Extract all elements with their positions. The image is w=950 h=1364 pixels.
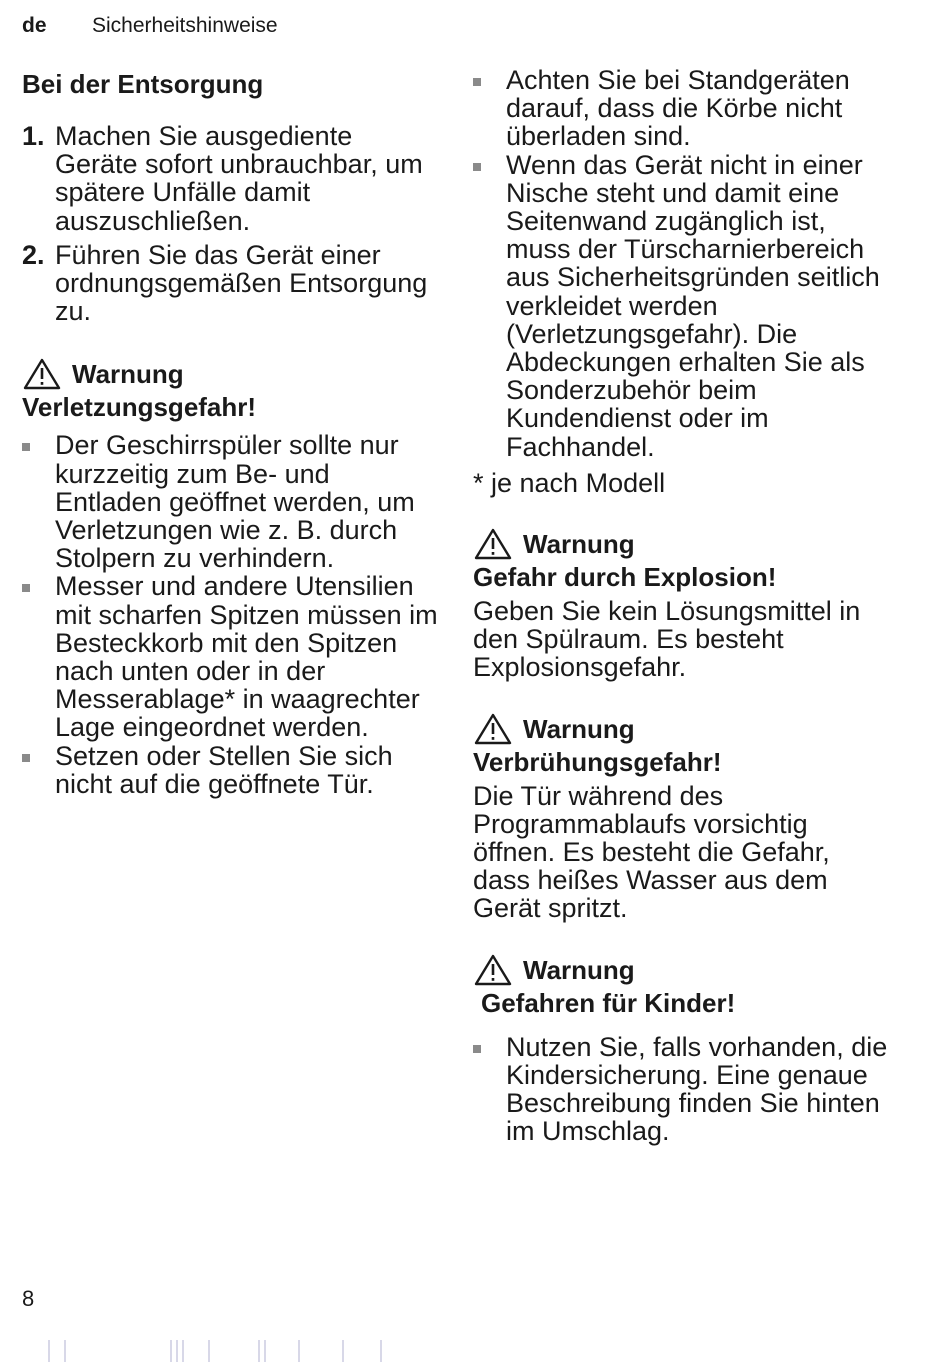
warning-text: Geben Sie kein Lösungsmittel in den Spülraum. Es besteht Explosionsgefahr. — [473, 596, 861, 683]
right-column — [473, 66, 893, 1145]
step-number: 1. — [22, 121, 45, 151]
bullet-icon — [473, 78, 481, 86]
warning-subtitle: Verletzungsgefahr! — [22, 392, 257, 423]
list-item — [22, 431, 442, 572]
page-header — [22, 14, 278, 38]
warning-block — [473, 712, 893, 923]
warning-subtitle: Gefahren für Kinder! — [481, 987, 736, 1018]
language-code: de — [22, 14, 47, 37]
warning-block — [473, 527, 893, 682]
list-item-text: Achten Sie bei Standgeräten darauf, dass die Körbe nicht überladen sind. — [506, 65, 850, 152]
disposal-heading: Bei der Entsorgung — [22, 69, 264, 99]
warning-triangle-icon — [473, 527, 513, 561]
warning-list — [473, 1033, 893, 1146]
bullet-icon — [473, 163, 481, 171]
list-item-text: Messer und andere Utensilien mit scharfen Spitzen müssen im Besteckkorb mit den Spitzen nach unten oder in der Messerablage* in waagrechter Lage eingeordnet werden. — [55, 571, 438, 743]
warning-triangle-icon — [473, 712, 513, 746]
warning-title — [473, 712, 893, 746]
list-item — [22, 742, 442, 798]
section-title: Sicherheitshinweise — [92, 14, 278, 37]
warning-title-text: Warnung — [72, 359, 184, 390]
left-column — [22, 66, 442, 798]
bullet-icon — [22, 754, 30, 762]
warning-subtitle: Verbrühungsgefahr! — [473, 746, 722, 777]
list-item — [473, 151, 893, 461]
warning-title-text: Warnung — [523, 713, 635, 744]
step-number: 2. — [22, 239, 45, 270]
footnote: * je nach Modell — [473, 467, 666, 498]
list-item — [22, 572, 442, 741]
warning-subtitle: Gefahr durch Explosion! — [473, 562, 777, 593]
safety-list — [473, 66, 893, 461]
list-item — [22, 122, 442, 235]
bullet-icon — [22, 443, 30, 451]
list-item-text: Der Geschirrspüler sollte nur kurzzeitig zum Be- und Entladen geöffnet werden, um Verletzungen wie z. B. durch Stolpern zu verhindern. — [55, 430, 415, 574]
bullet-icon — [22, 584, 30, 592]
warning-title-text: Warnung — [523, 954, 635, 985]
warning-list — [22, 431, 442, 798]
list-item-text: Setzen oder Stellen Sie sich nicht auf die geöffnete Tür. — [55, 740, 393, 799]
list-item — [22, 241, 442, 326]
list-item-text: Wenn das Gerät nicht in einer Nische steht und damit eine Seitenwand zugänglich ist, muss der Türscharnierbereich aus Sicherheitsgründen seitlich verkleidet werden (Verletzungsgefahr). Die Abdeckungen erhalten Sie als Sonderzubehör beim Kundendienst oder im Fachhandel. — [506, 149, 880, 462]
step-text: Führen Sie das Gerät einer ordnungsgemäßen Entsorgung zu. — [55, 239, 428, 327]
warning-block — [473, 953, 893, 1146]
bullet-icon — [473, 1045, 481, 1053]
warning-title — [473, 527, 893, 561]
warning-title — [22, 357, 442, 391]
warning-triangle-icon — [473, 953, 513, 987]
list-item — [473, 1033, 893, 1146]
list-item — [473, 66, 893, 151]
page-number: 8 — [22, 1286, 35, 1311]
warning-title — [473, 953, 893, 987]
warning-triangle-icon — [22, 357, 62, 391]
list-item-text: Nutzen Sie, falls vorhanden, die Kindersicherung. Eine genaue Beschreibung finden Sie hinten im Umschlag. — [506, 1031, 888, 1147]
disposal-steps — [22, 122, 442, 325]
warning-text: Die Tür während des Programmablaufs vorsichtig öffnen. Es besteht die Gefahr, dass heißes Wasser aus dem Gerät spritzt. — [473, 780, 830, 924]
warning-title-text: Warnung — [523, 529, 635, 560]
warning-block — [22, 357, 442, 798]
step-text: Machen Sie ausgediente Geräte sofort unbrauchbar, um spätere Unfälle damit auszuschließen. — [55, 121, 423, 236]
